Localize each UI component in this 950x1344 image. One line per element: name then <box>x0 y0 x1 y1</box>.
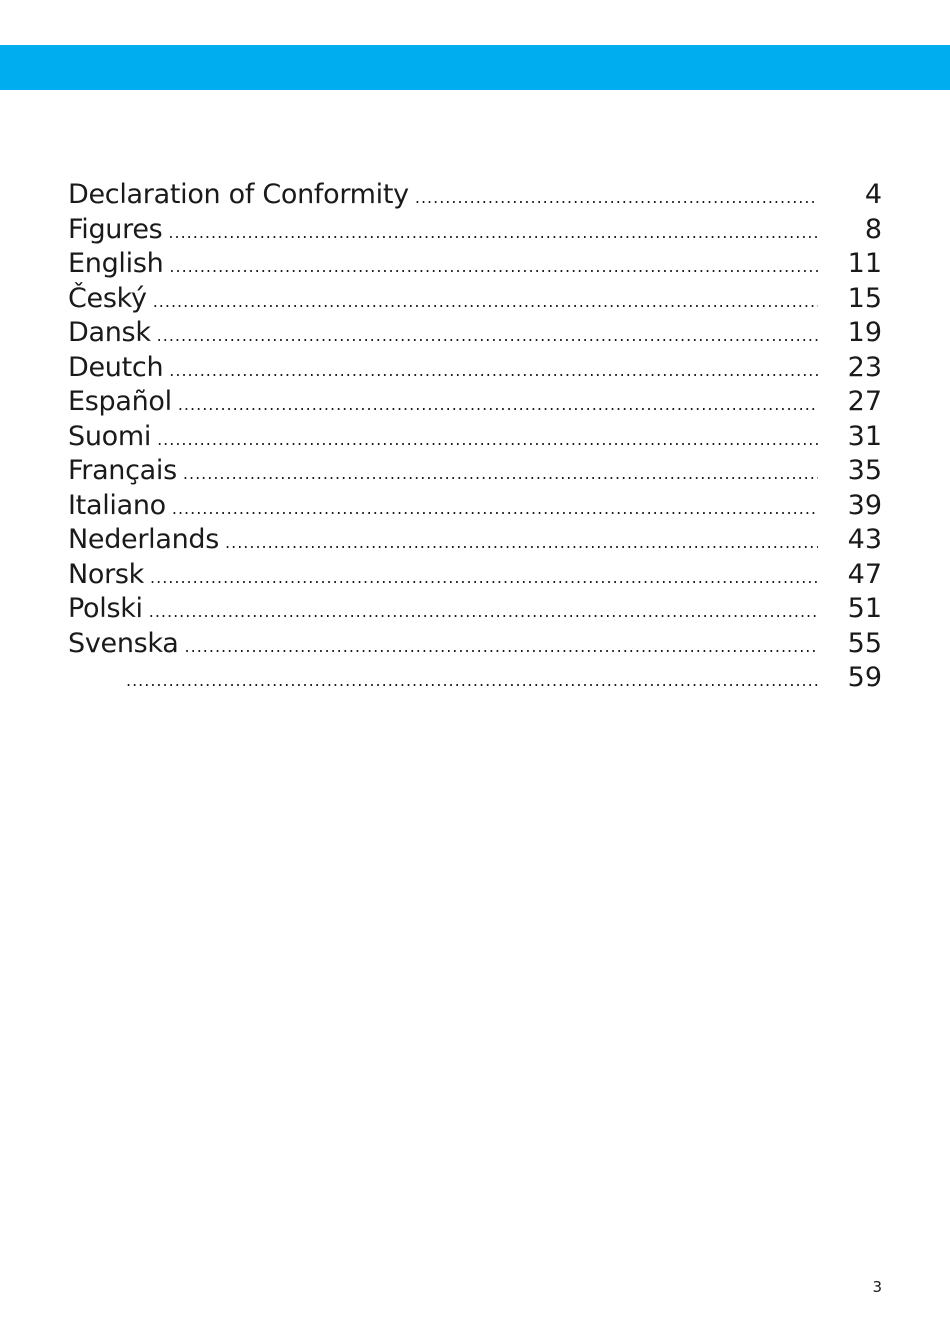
toc-entry-label: Français <box>68 455 177 486</box>
toc-entry[interactable] <box>68 627 882 662</box>
toc-dot-leader <box>150 561 818 596</box>
toc-entry-label: Svenska <box>68 627 179 659</box>
toc-dot-leader <box>126 664 818 699</box>
toc-entry[interactable] <box>68 178 882 213</box>
toc-entry-page: 39 <box>847 489 882 521</box>
toc-entry[interactable] <box>68 558 882 593</box>
toc-entry-label: Český <box>68 282 147 314</box>
toc-entry[interactable] <box>68 351 882 386</box>
toc-entry[interactable] <box>68 523 882 558</box>
toc-dot-leader <box>157 423 818 458</box>
toc-entry-page: 8 <box>864 213 882 245</box>
toc-entry[interactable] <box>68 316 882 351</box>
page-number: 3 <box>872 1278 882 1296</box>
header-accent-band <box>0 45 950 90</box>
toc-entry-page: 59 <box>847 662 882 693</box>
toc-entry[interactable] <box>68 489 882 524</box>
toc-entry-page: 55 <box>847 627 882 659</box>
toc-entry[interactable] <box>68 247 882 282</box>
toc-entry-label: Declaration of Conformity <box>68 179 409 210</box>
table-of-contents <box>68 178 882 696</box>
toc-dot-leader <box>185 630 818 665</box>
toc-entry[interactable] <box>68 385 882 420</box>
toc-dot-leader <box>183 457 818 492</box>
toc-dot-leader <box>225 526 818 561</box>
toc-entry-label: Deutch <box>68 351 164 383</box>
toc-dot-leader <box>168 216 818 251</box>
toc-entry[interactable] <box>68 661 882 696</box>
toc-entry-label: Polski <box>68 593 143 624</box>
toc-entry-page: 11 <box>847 248 882 279</box>
toc-entry-page: 4 <box>864 179 882 210</box>
toc-dot-leader <box>153 285 818 320</box>
toc-dot-leader <box>169 250 818 285</box>
toc-entry[interactable] <box>68 213 882 248</box>
toc-entry-label: Español <box>68 386 172 417</box>
toc-entry-label: Figures <box>68 213 163 245</box>
toc-entry[interactable] <box>68 454 882 489</box>
toc-entry-page: 27 <box>847 386 882 417</box>
toc-entry-page: 35 <box>847 455 882 486</box>
toc-entry-page: 19 <box>847 317 882 348</box>
toc-dot-leader <box>149 595 818 630</box>
toc-entry-page: 47 <box>847 558 882 590</box>
toc-entry-label: Dansk <box>68 317 151 348</box>
toc-entry-page: 51 <box>847 593 882 624</box>
toc-dot-leader <box>169 354 818 389</box>
toc-entry-page: 23 <box>847 351 882 383</box>
toc-entry[interactable] <box>68 282 882 317</box>
toc-entry-label: Italiano <box>68 489 166 521</box>
toc-dot-leader <box>178 388 818 423</box>
toc-entry-label: Nederlands <box>68 524 220 555</box>
toc-dot-leader <box>172 492 818 527</box>
toc-entry[interactable] <box>68 592 882 627</box>
toc-entry-label: Norsk <box>68 558 145 590</box>
toc-dot-leader <box>415 181 818 216</box>
toc-entry-label: English <box>68 248 164 279</box>
toc-dot-leader <box>157 319 818 354</box>
toc-entry-page: 31 <box>847 420 882 452</box>
toc-entry-page: 43 <box>847 524 882 555</box>
toc-entry-label: Suomi <box>68 420 152 452</box>
toc-entry-page: 15 <box>847 282 882 314</box>
toc-entry[interactable] <box>68 420 882 455</box>
